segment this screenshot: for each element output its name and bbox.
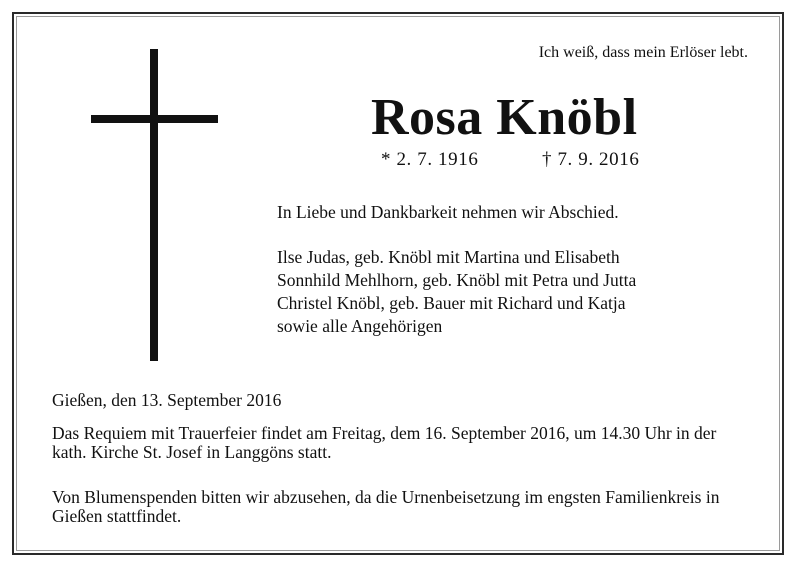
farewell-text: In Liebe und Dankbarkeit nehmen wir Abschied.: [277, 202, 619, 222]
motto-text: Ich weiß, dass mein Erlöser lebt.: [538, 44, 748, 61]
family-line: Sonnhild Mehlhorn, geb. Knöbl mit Petra und Jutta: [277, 270, 637, 290]
birth-date: * 2. 7. 1916: [381, 149, 479, 170]
family-list: [277, 246, 636, 338]
family-line: sowie alle Angehörigen: [277, 316, 443, 336]
cross-vertical-beam: [150, 49, 158, 361]
family-line: Ilse Judas, geb. Knöbl mit Martina und Elisabeth: [277, 247, 620, 267]
death-date: † 7. 9. 2016: [542, 149, 640, 170]
flowers-note: Von Blumenspenden bitten wir abzusehen, da die Urnenbeisetzung im engsten Familienkreis in Gießen stattfindet.: [52, 487, 720, 526]
deceased-name: Rosa Knöbl: [371, 89, 638, 146]
requiem-notice: Das Requiem mit Trauerfeier findet am Freitag, dem 16. September 2016, um 14.30 Uhr in der kath. Kirche St. Josef in Langgöns statt.: [52, 423, 717, 462]
cross-horizontal-beam: [91, 115, 218, 123]
family-line: Christel Knöbl, geb. Bauer mit Richard und Katja: [277, 293, 626, 313]
place-and-date: Gießen, den 13. September 2016: [52, 390, 282, 410]
